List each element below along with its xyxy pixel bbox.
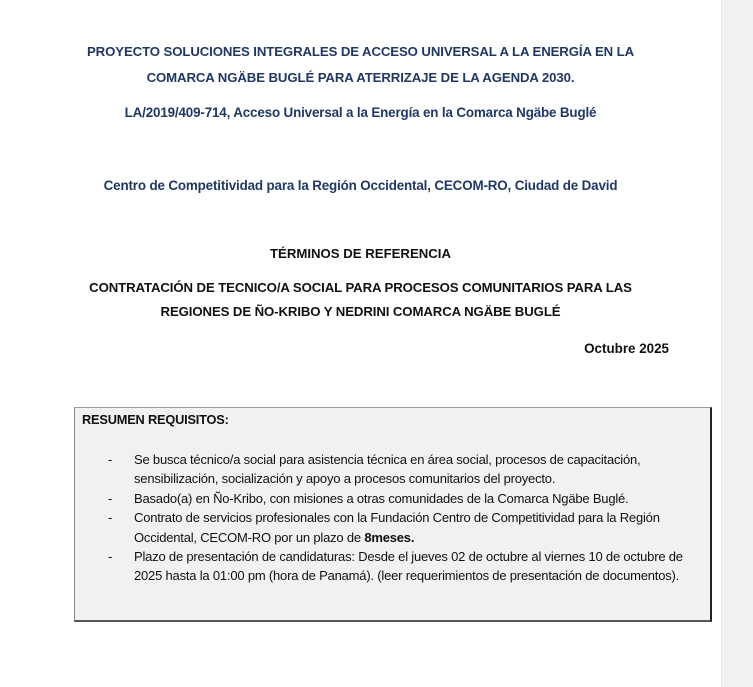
- requirement-text: Se busca técnico/a social para asistencia técnica en área social, procesos de capacitación, sensibilización, socialización y apoyo a procesos comunitarios del proyecto.: [134, 452, 641, 487]
- requirements-summary-box: [74, 407, 712, 622]
- bullet-dash: -: [108, 510, 113, 526]
- bullet-dash: -: [108, 452, 113, 467]
- list-item: [75, 450, 710, 489]
- subject-line-2: REGIONES DE ÑO-KRIBO Y NEDRINI COMARCA NGÄBE BUGLÉ: [160, 304, 561, 319]
- document-date: Octubre 2025: [584, 341, 669, 356]
- summary-title: RESUMEN REQUISITOS:: [82, 412, 229, 427]
- bullet-dash: -: [108, 490, 113, 506]
- requirement-text: Basado(a) en Ño-Kribo, con misiones a otras comunidades de la Comarca Ngäbe Buglé.: [134, 490, 629, 506]
- contract-duration: 8meses.: [364, 529, 415, 545]
- side-panel: [721, 0, 753, 687]
- requirements-list: [75, 450, 710, 586]
- project-title-line-2: COMARCA NGÄBE BUGLÉ PARA ATERRIZAJE DE LA AGENDA 2030.: [146, 70, 575, 85]
- reference-code-line: LA/2019/409-714, Acceso Universal a la Energía en la Comarca Ngäbe Buglé: [124, 105, 597, 120]
- requirement-text-main: Contrato de servicios profesionales con la Fundación Centro de Competitividad para la Región Occidental, CECOM-RO por un plazo de: [134, 510, 660, 545]
- requirement-text: Plazo de presentación de candidaturas: Desde el jueves 02 de octubre al viernes 10 de octubre de 2025 hasta la 01:00 pm (hora de Panamá). (leer requerimientos de presentación de documentos).: [134, 549, 683, 584]
- organization-line: Centro de Competitividad para la Región Occidental, CECOM-RO, Ciudad de David: [103, 178, 618, 193]
- requirement-text: [134, 508, 704, 547]
- bullet-dash: -: [108, 549, 113, 565]
- list-item: [75, 508, 710, 547]
- project-title-line-1: PROYECTO SOLUCIONES INTEGRALES DE ACCESO UNIVERSAL A LA ENERGÍA EN LA: [86, 44, 635, 59]
- subject-line-1: CONTRATACIÓN DE TECNICO/A SOCIAL PARA PROCESOS COMUNITARIOS PARA LAS: [89, 280, 632, 295]
- list-item: [75, 489, 710, 508]
- list-item: [75, 547, 710, 586]
- document-heading: TÉRMINOS DE REFERENCIA: [270, 246, 451, 261]
